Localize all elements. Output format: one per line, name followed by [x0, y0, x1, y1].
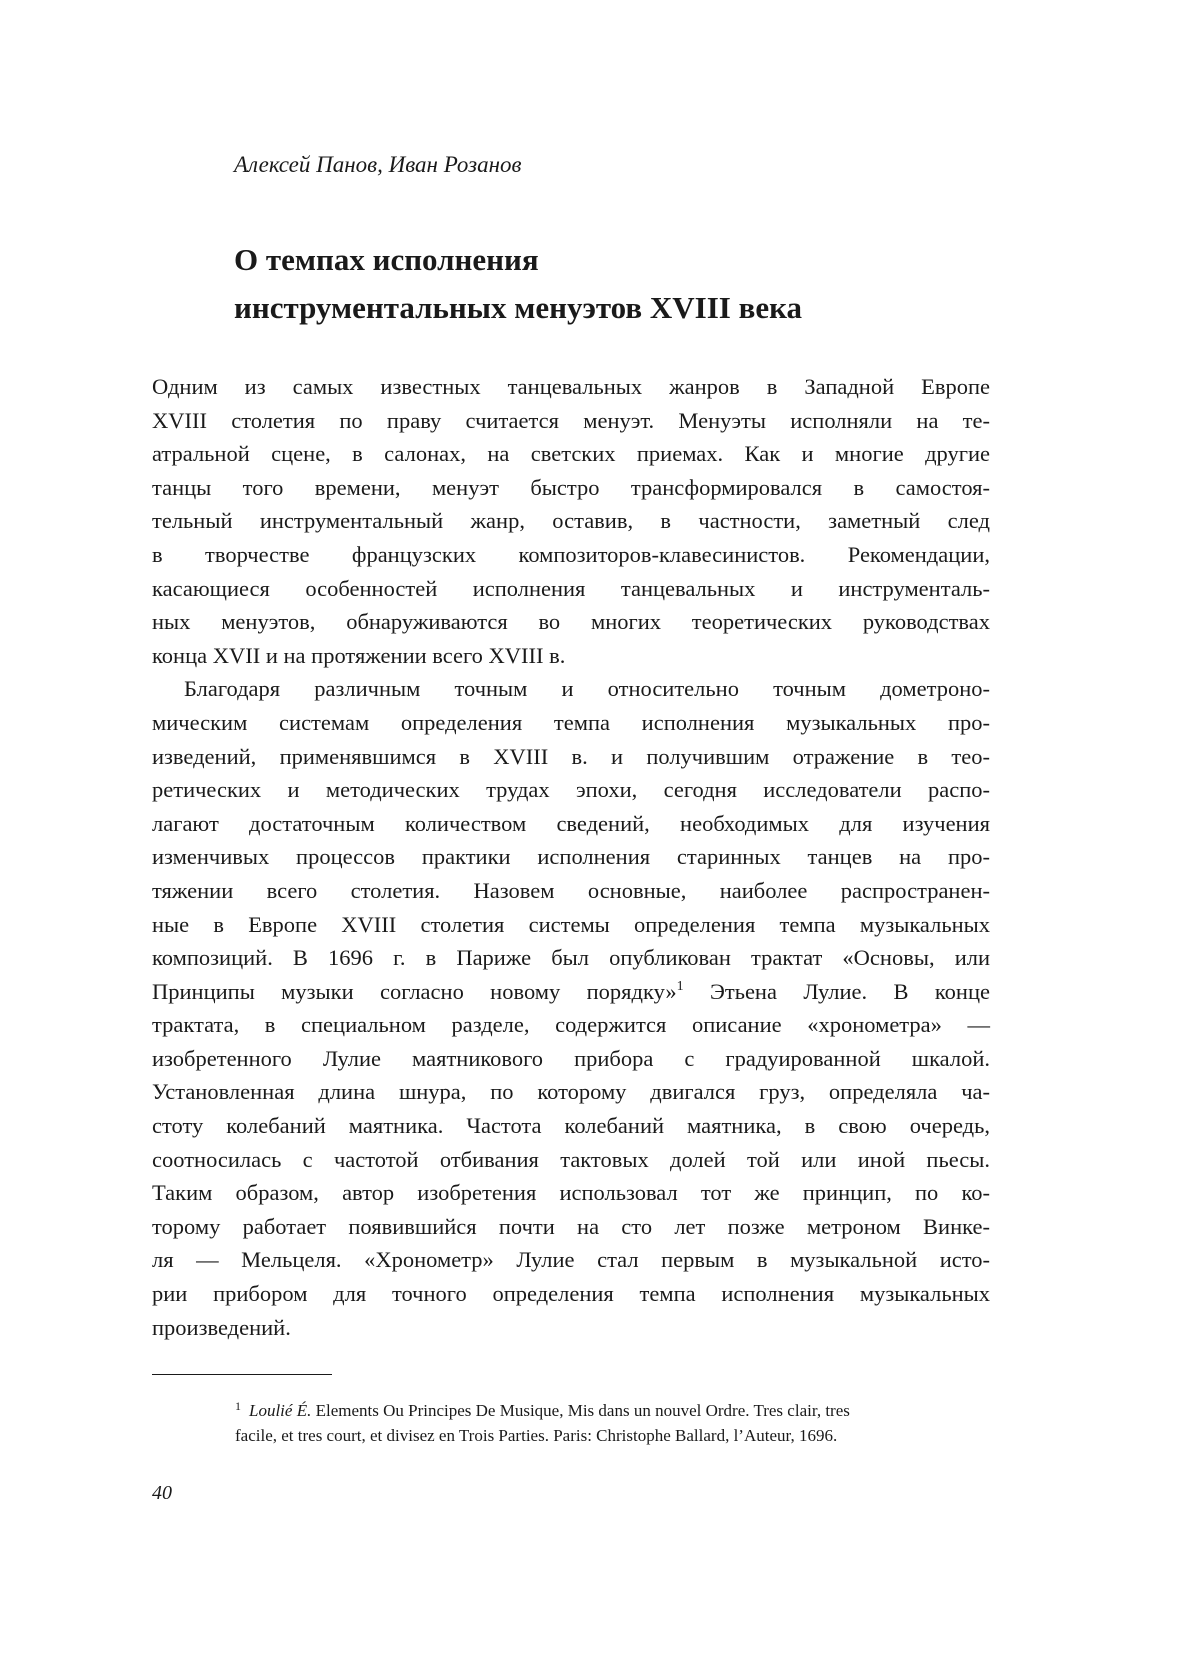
text-line: тяжении всего столетия. Назовем основные, наиболее распространен- — [152, 874, 990, 908]
text-line: касающиеся особенностей исполнения танцевальных и инструменталь- — [152, 572, 990, 606]
text-line: Одним из самых известных танцевальных жанров в Западной Европе — [152, 370, 990, 404]
text-line: соотносилась с частотой отбивания тактовых долей той или иной пьесы. — [152, 1143, 990, 1177]
article-title — [234, 236, 802, 332]
paragraph-1 — [152, 370, 990, 672]
text-line: атральной сцене, в салонах, на светских приемах. Как и многие другие — [152, 437, 990, 471]
text-line: лагают достаточным количеством сведений, необходимых для изучения — [152, 807, 990, 841]
text-line: танцы того времени, менуэт быстро трансформировался в самостоя- — [152, 471, 990, 505]
text-line: тельный инструментальный жанр, оставив, в частности, заметный след — [152, 504, 990, 538]
footnote — [152, 1394, 990, 1448]
text-line: в творчестве французских композиторов-клавесинистов. Рекомендации, — [152, 538, 990, 572]
footnote-line: facile, et tres court, et divisez en Trois Parties. Paris: Christophe Ballard, l’Auteur, 1696. — [152, 1423, 990, 1448]
text-line-with-footnote-ref — [152, 975, 990, 1009]
text-line: произведений. — [152, 1311, 990, 1345]
page-number: 40 — [152, 1482, 172, 1505]
title-line: инструментальных менуэтов XVIII века — [234, 284, 802, 332]
article-authors: Алексей Панов, Иван Розанов — [234, 152, 522, 178]
text-fragment: Принципы музыки согласно новому порядку» — [152, 979, 677, 1004]
text-line: мическим системам определения темпа исполнения музыкальных про- — [152, 706, 990, 740]
text-line: изобретенного Лулие маятникового прибора с градуированной шкалой. — [152, 1042, 990, 1076]
text-line: ля — Мельцеля. «Хронометр» Лулие стал первым в музыкальной исто- — [152, 1243, 990, 1277]
text-line: конца XVII и на протяжении всего XVIII в. — [152, 639, 990, 673]
footnote-line — [152, 1394, 990, 1423]
text-line: XVIII столетия по праву считается менуэт. Менуэты исполняли на те- — [152, 404, 990, 438]
text-line: Установленная длина шнура, по которому двигался груз, определяла ча- — [152, 1075, 990, 1109]
text-line: торому работает появившийся почти на сто лет позже метроном Винке- — [152, 1210, 990, 1244]
paragraph-2 — [152, 672, 990, 1344]
text-line: Благодаря различным точным и относительно точным дометроно- — [152, 672, 990, 706]
footnote-marker: 1 — [235, 1399, 241, 1413]
text-line: стоту колебаний маятника. Частота колебаний маятника, в свою очередь, — [152, 1109, 990, 1143]
footnote-divider — [152, 1374, 332, 1375]
text-line: рии прибором для точного определения темпа исполнения музыкальных — [152, 1277, 990, 1311]
title-line: О темпах исполнения — [234, 236, 802, 284]
footnote-author: Loulié É. — [249, 1401, 311, 1420]
text-fragment: Этьена Лулие. В конце — [684, 979, 990, 1004]
text-line: изменчивых процессов практики исполнения старинных танцев на про- — [152, 840, 990, 874]
text-line: композиций. В 1696 г. в Париже был опубликован трактат «Основы, или — [152, 941, 990, 975]
text-line: трактата, в специальном разделе, содержится описание «хронометра» — — [152, 1008, 990, 1042]
text-line: изведений, применявшимся в XVIII в. и получившим отражение в тео- — [152, 740, 990, 774]
footnote-reference[interactable]: 1 — [677, 979, 684, 994]
footnote-text: Elements Ou Principes De Musique, Mis dans un nouvel Ordre. Tres clair, tres — [311, 1401, 850, 1420]
text-line: ные в Европе XVIII столетия системы определения темпа музыкальных — [152, 908, 990, 942]
text-line: ретических и методических трудах эпохи, сегодня исследователи распо- — [152, 773, 990, 807]
text-line: Таким образом, автор изобретения использовал тот же принцип, по ко- — [152, 1176, 990, 1210]
article-body — [152, 370, 990, 1344]
text-line: ных менуэтов, обнаруживаются во многих теоретических руководствах — [152, 605, 990, 639]
